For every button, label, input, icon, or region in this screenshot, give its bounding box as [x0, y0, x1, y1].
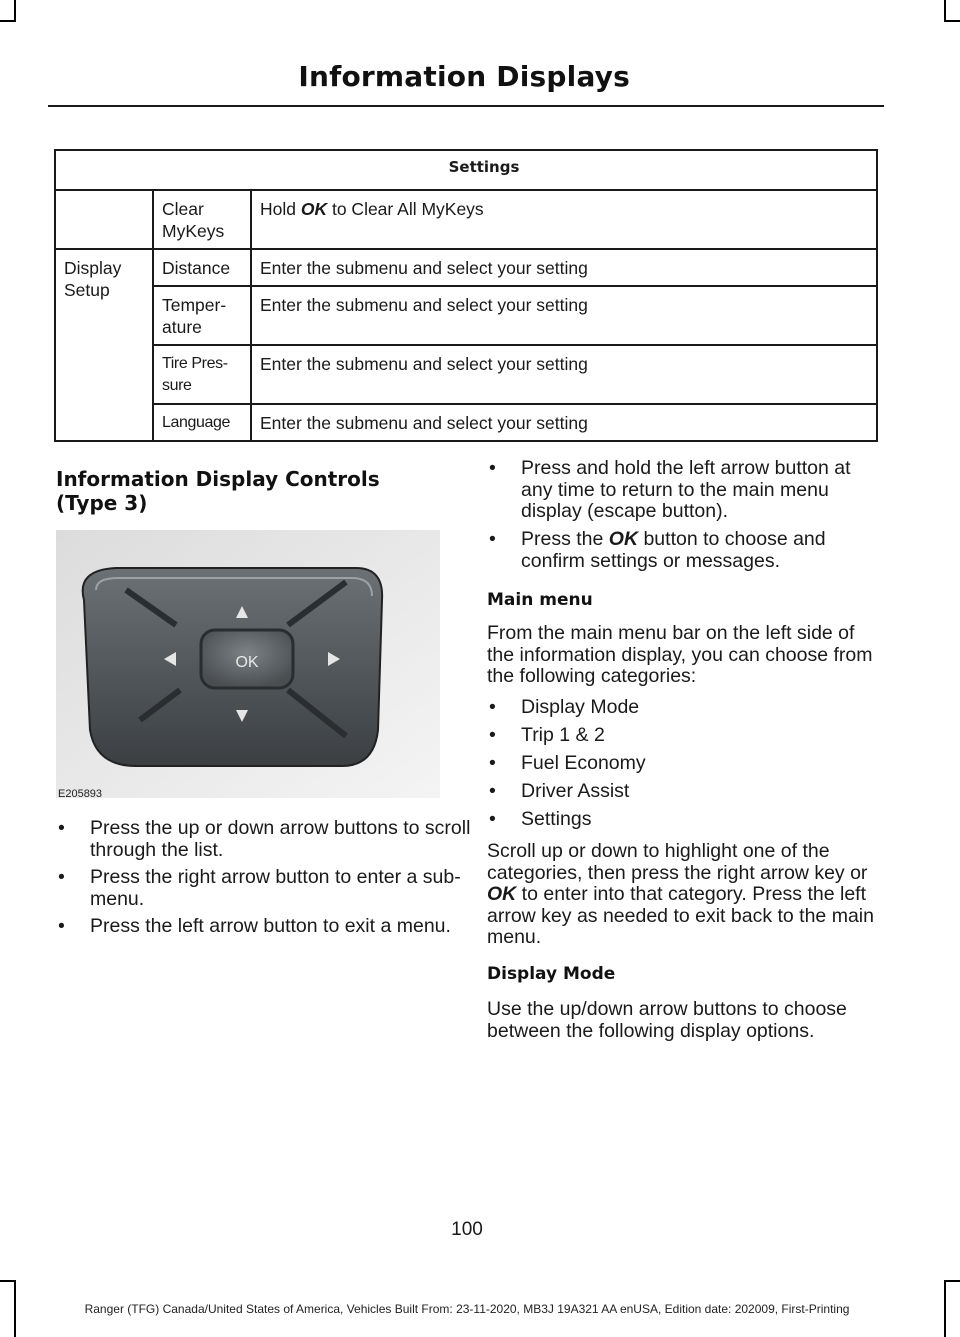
list-item — [56, 916, 480, 938]
table-cell-group: Display Setup — [55, 249, 153, 441]
list-item-text: Press and hold the left arrow button at any time to return to the main menu display (escape button). — [521, 457, 851, 522]
table-header: Settings — [55, 150, 877, 190]
section-heading: Information Display Controls (Type 3) — [56, 467, 380, 515]
scroll-instructions — [487, 841, 881, 949]
table-cell-description: Enter the submenu and select your setting — [251, 286, 877, 345]
display-mode-text: Use the up/down arrow buttons to choose between the following display options. — [487, 998, 847, 1042]
list-item-text: Press the up or down arrow buttons to scroll through the list. — [90, 817, 471, 861]
description-text: Hold — [260, 199, 301, 219]
crop-mark — [0, 1280, 16, 1282]
table-row — [55, 190, 877, 249]
main-menu-heading: Main menu — [487, 590, 593, 610]
title-divider — [48, 105, 884, 107]
table-header-row — [55, 150, 877, 190]
crop-mark — [944, 1280, 960, 1282]
list-item — [487, 697, 881, 719]
table-row — [55, 286, 877, 345]
category-label: Settings — [521, 808, 592, 830]
ok-button-name: OK — [608, 528, 639, 550]
bullet: • — [489, 696, 496, 718]
list-item — [56, 867, 480, 910]
bullet: • — [489, 808, 496, 830]
table-cell-group — [55, 190, 153, 249]
list-item-text: Press the right arrow button to enter a sub-menu. — [90, 866, 461, 910]
bullet: • — [489, 528, 496, 550]
table-cell-description: Enter the submenu and select your setting — [251, 249, 877, 286]
list-item — [487, 725, 881, 747]
description-text: to Clear All MyKeys — [327, 199, 484, 219]
category-label: Display Mode — [521, 696, 640, 718]
bullet: • — [489, 780, 496, 802]
paragraph-text: to enter into that category. Press the left arrow key as needed to exit back to the main menu. — [487, 883, 874, 948]
list-item — [56, 818, 480, 861]
bullet: • — [58, 866, 65, 888]
ok-button-name: OK — [300, 199, 328, 219]
category-label: Driver Assist — [521, 780, 630, 802]
settings-table — [54, 149, 878, 442]
bullet: • — [489, 724, 496, 746]
list-item-text: Press the — [521, 528, 609, 550]
table-cell-description — [251, 190, 877, 249]
category-label: Trip 1 & 2 — [521, 724, 605, 746]
display-mode-heading: Display Mode — [487, 964, 616, 984]
crop-mark — [944, 0, 946, 22]
list-item — [487, 458, 881, 523]
paragraph-text: Scroll up or down to highlight one of the categories, then press the right arrow key or — [487, 840, 868, 884]
steering-wheel-control-figure — [56, 530, 440, 798]
crop-mark — [944, 1280, 946, 1337]
category-label: Fuel Economy — [521, 752, 646, 774]
table-row — [55, 249, 877, 286]
table-row — [55, 345, 877, 404]
table-cell-item: Language — [153, 404, 251, 441]
list-item-text: Press the left arrow button to exit a menu. — [90, 915, 451, 937]
crop-mark — [944, 20, 960, 22]
crop-mark — [14, 0, 16, 22]
page-footer: Ranger (TFG) Canada/United States of America, Vehicles Built From: 23-11-2020, MB3J 19A321 AA enUSA, Edition date: 202009, First-Printing — [84, 1302, 850, 1316]
table-cell-description: Enter the submenu and select your setting — [251, 345, 877, 404]
ok-button-label: OK — [235, 654, 259, 671]
bullet: • — [489, 457, 496, 479]
list-item — [487, 781, 881, 803]
page-title: Information Displays — [298, 60, 630, 93]
bullet: • — [58, 915, 65, 937]
page-number: 100 — [451, 1219, 483, 1240]
table-cell-item: Temper-ature — [153, 286, 251, 345]
figure-code: E205893 — [58, 788, 103, 800]
table-cell-item: Clear MyKeys — [153, 190, 251, 249]
table-cell-item: Tire Pres-sure — [153, 345, 251, 404]
main-menu-intro: From the main menu bar on the left side of the information display, you can choose from the following categories: — [487, 622, 873, 687]
list-item — [487, 753, 881, 775]
table-cell-item: Distance — [153, 249, 251, 286]
list-item-text: button to choose and confirm settings or messages. — [521, 528, 826, 572]
table-cell-description: Enter the submenu and select your setting — [251, 404, 877, 441]
crop-mark — [0, 20, 16, 22]
table-row — [55, 404, 877, 441]
bullet: • — [58, 817, 65, 839]
ok-button-name: OK — [487, 883, 517, 905]
list-item — [487, 809, 881, 831]
list-item — [487, 529, 881, 572]
bullet: • — [489, 752, 496, 774]
